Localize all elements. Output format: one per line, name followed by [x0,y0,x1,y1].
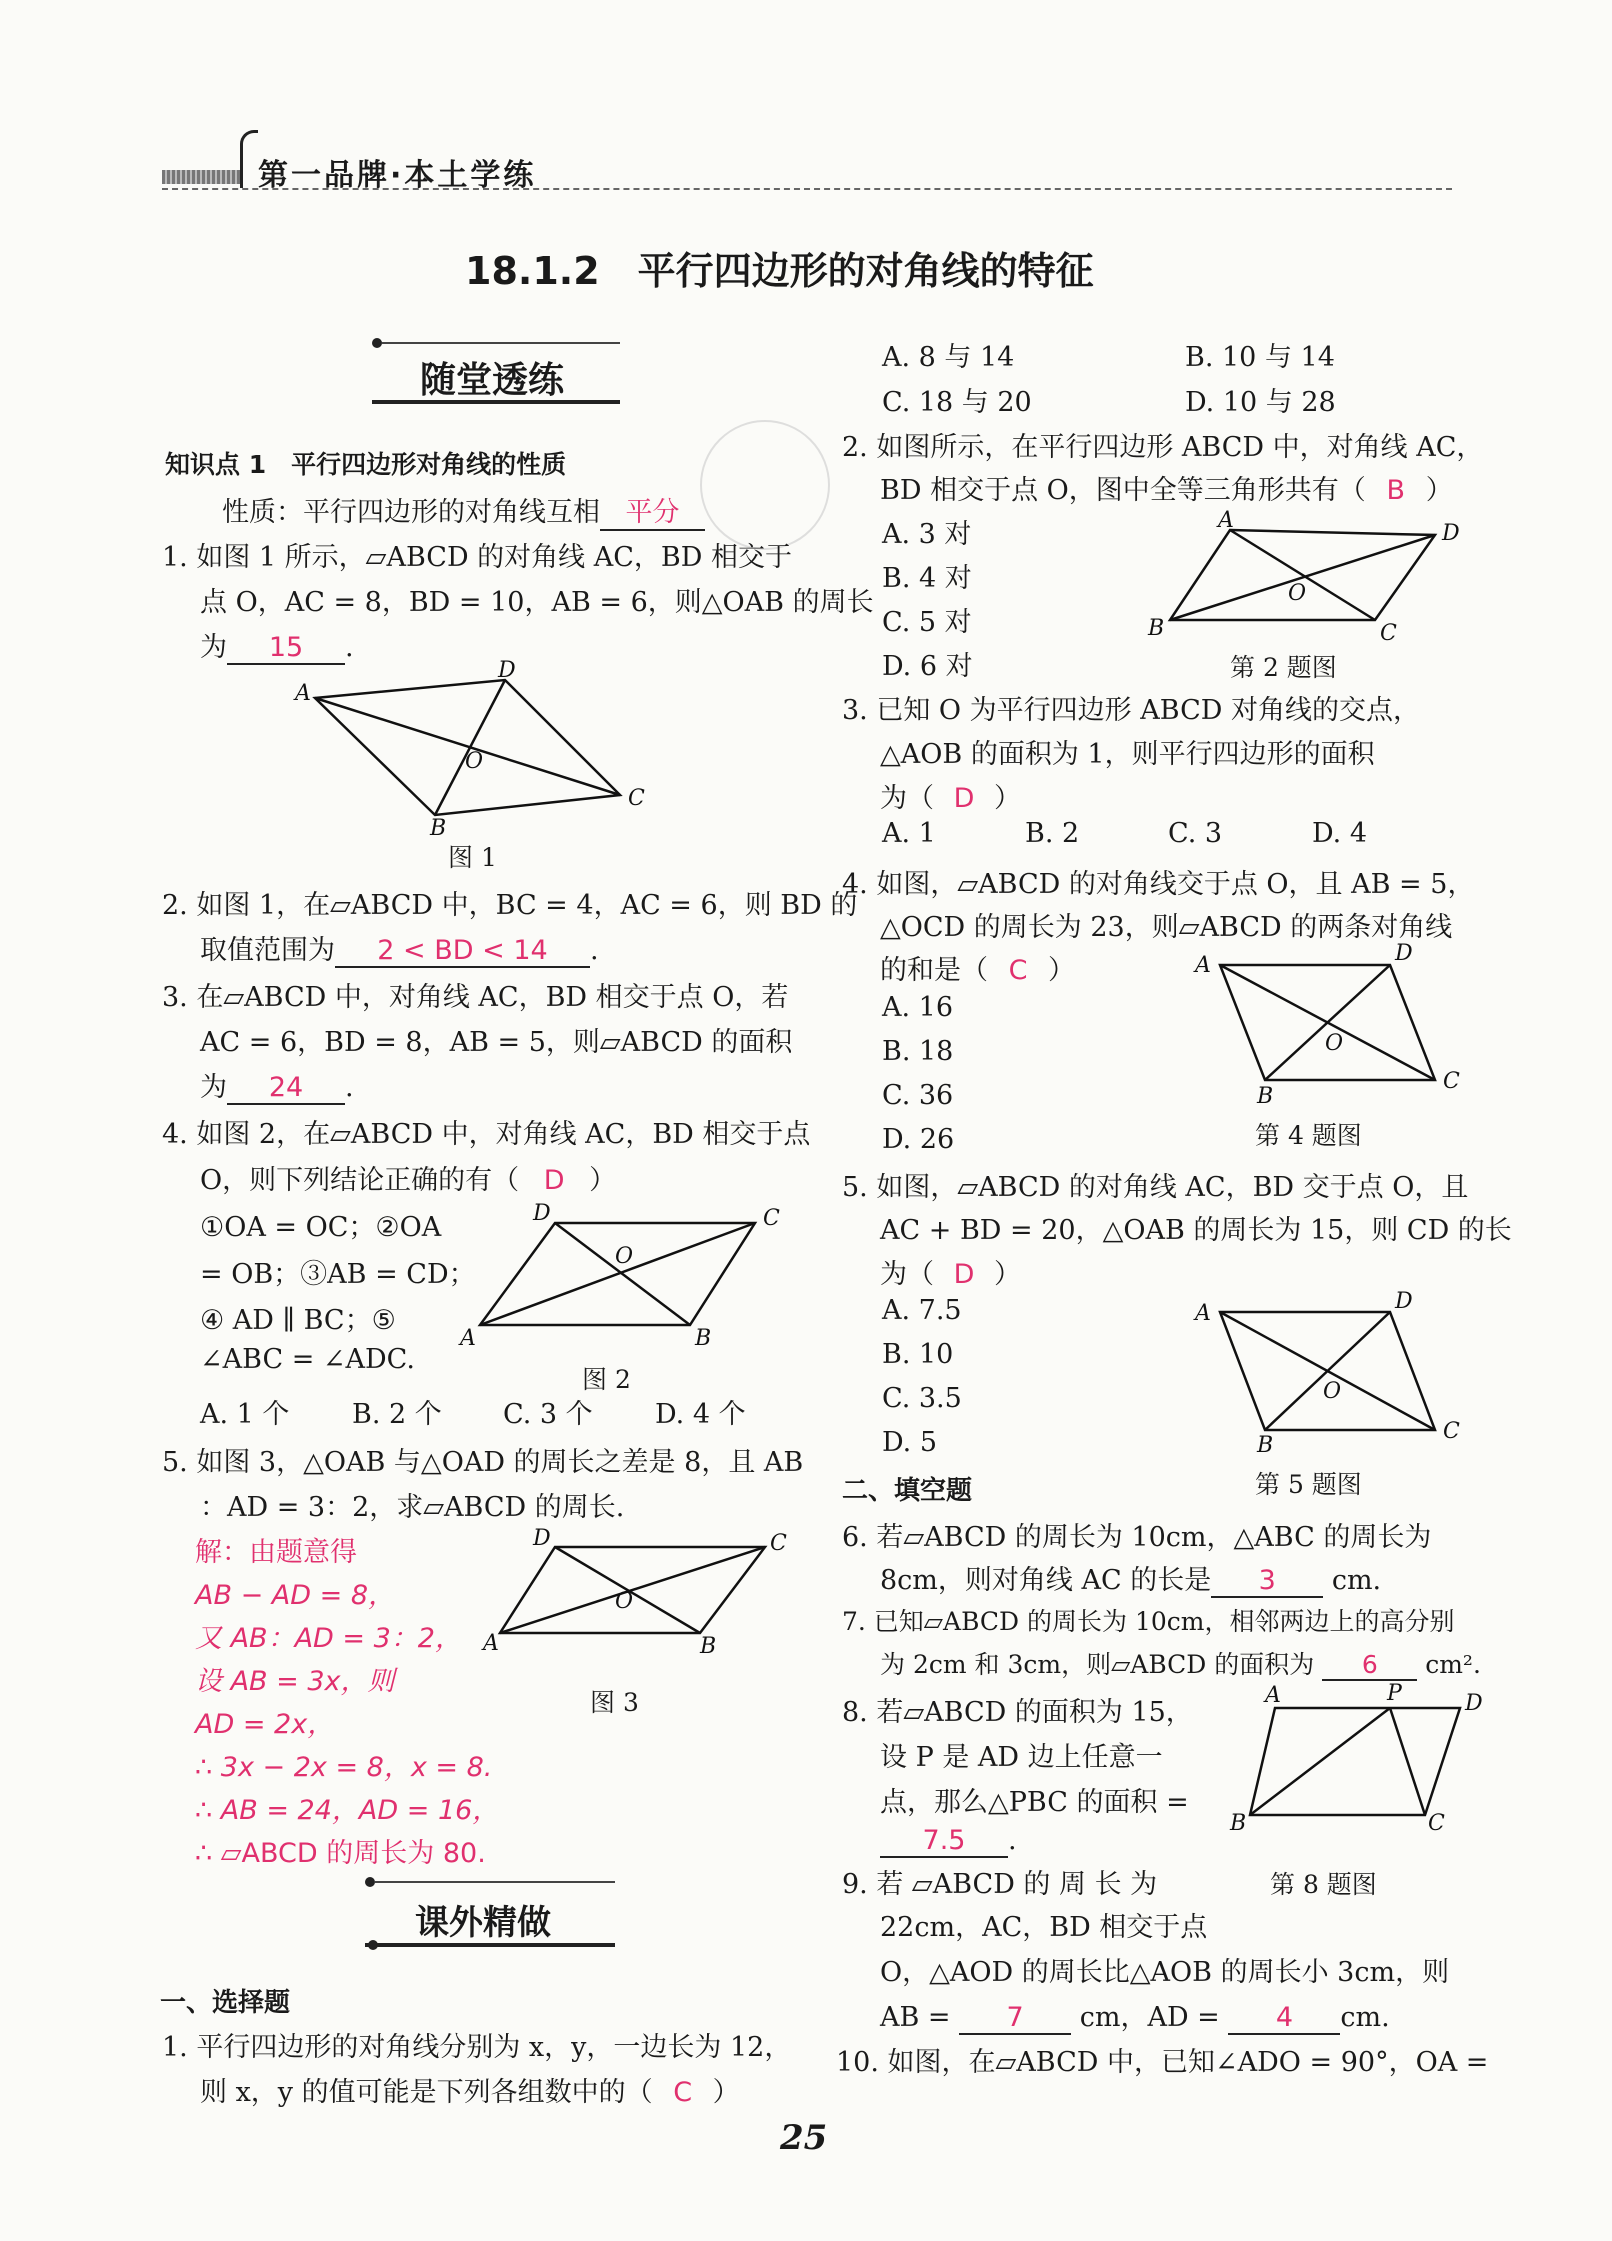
q5-sol-7: ∴ AB = 24，AD = 16， [195,1795,500,1826]
svg-text:C: C [1443,1419,1460,1444]
q2-line2: 取值范围为 2 < BD < 14 . [200,935,599,966]
f8-line3: 点，那么△PBC 的面积 = [880,1787,1189,1818]
q2-answer: 2 < BD < 14 [335,935,590,968]
q5-sol-1: 解：由题意得 [195,1537,357,1568]
svg-text:D: D [533,1526,551,1551]
kp1-property [222,490,705,531]
q4-item2: = OB；③AB = CD； [200,1259,476,1290]
c4-answer: C [1008,955,1028,986]
svg-text:A: A [295,681,311,706]
c1-opt-c: C. 18 与 20 [882,387,1032,418]
f6-unit: cm. [1331,1565,1382,1596]
figure-1-caption: 图 1 [448,843,497,872]
c5-answer: D [953,1259,975,1290]
section-dot [372,338,382,348]
q5-sol-3: 又 AB：AD = 3：2， [195,1623,462,1654]
figure-c2 [1140,505,1470,645]
c3-answer: D [953,783,975,814]
c2-opt-c: C. 5 对 [882,607,972,638]
q4-opt-b: B. 2 个 [352,1399,442,1430]
figure-c4 [1185,940,1475,1110]
svg-text:B: B [1148,616,1165,641]
header-decoration [162,170,242,184]
svg-text:D: D [1442,521,1460,546]
svg-text:A: A [1195,1301,1211,1326]
figure-f8-caption: 第 8 题图 [1270,1870,1377,1899]
f9-line4 [880,1995,1390,2035]
c3-prefix: 为（ [880,783,934,814]
q2-line1: 2. 如图 1，在▱ABCD 中，BC = 4，AC = 6，则 BD 的 [162,890,858,921]
q1-prefix: 为 [200,632,227,663]
q3-line3: 为 24 . [200,1072,354,1103]
q4-close: ） [589,1165,617,1196]
q4-opt-c: C. 3 个 [503,1399,593,1430]
svg-text:C: C [1428,1811,1445,1836]
f9-line2: 22cm，AC，BD 相交于点 [880,1912,1208,1943]
c5-opt-d: D. 5 [882,1427,938,1458]
page-title: 18.1.2 平行四边形的对角线的特征 [465,249,1094,293]
svg-text:P: P [1387,1681,1402,1706]
svg-text:A: A [460,1326,476,1351]
svg-text:O: O [1325,1031,1344,1056]
svg-text:C: C [763,1206,780,1231]
f7-line2 [880,1645,1481,1681]
svg-text:B: B [1230,1811,1247,1836]
svg-text:C: C [1443,1069,1460,1094]
q4-line2 [200,1158,616,1197]
kp1-answer: 平分 [600,490,705,531]
kp1-label: 知识点 1 平行四边形对角线的性质 [165,450,567,479]
f6-line2 [880,1558,1381,1598]
c1-opt-a: A. 8 与 14 [882,342,1015,373]
q4-item4: ∠ABC = ∠ADC. [200,1344,415,1375]
svg-text:O: O [1288,581,1307,606]
c4-line2: △OCD 的周长为 23，则▱ABCD 的两条对角线 [880,912,1453,943]
q1-line2: 点 O，AC = 8，BD = 10，AB = 6，则△OAB 的周长 [200,587,874,618]
q4-item3: ④ AD ∥ BC；⑤ [200,1305,396,1336]
f9-answer-ad: 4 [1228,2002,1340,2035]
f9-line1: 9. 若 ▱ABCD 的 周 长 为 [842,1869,1158,1900]
c2-close: ） [1425,475,1453,506]
svg-text:C: C [770,1531,787,1556]
f7-prefix: 为 2cm 和 3cm，则▱ABCD 的面积为 [880,1650,1315,1679]
c2-opt-a: A. 3 对 [882,519,972,550]
q5-line2: ：AD = 3：2，求▱ABCD 的周长. [200,1492,625,1523]
q3-line2: AC = 6，BD = 8，AB = 5，则▱ABCD 的面积 [200,1027,793,1058]
svg-text:B: B [430,816,447,841]
q5-sol-5: AD = 2x， [195,1709,335,1740]
c4-line3 [880,948,1075,987]
f7-answer: 6 [1322,1650,1417,1681]
c4-opt-c: C. 36 [882,1080,954,1111]
section-underline-2 [365,1943,615,1947]
c5-opt-b: B. 10 [882,1339,954,1370]
svg-text:A: A [1265,1683,1281,1708]
c1-answer: C [673,2077,693,2108]
watermark-stamp [700,420,830,550]
c2-opt-b: B. 4 对 [882,563,972,594]
figure-3-caption: 图 3 [590,1688,639,1717]
section-dot-3 [368,1940,378,1950]
f9-ab-label: AB = [880,2002,951,2033]
c5-prefix: 为（ [880,1259,934,1290]
c5-opt-c: C. 3.5 [882,1383,962,1414]
f9-answer-ab: 7 [959,2002,1071,2035]
c4-opt-b: B. 18 [882,1036,954,1067]
q4-prefix: O，则下列结论正确的有（ [200,1165,520,1196]
c2-line1: 2. 如图所示，在平行四边形 ABCD 中，对角线 AC， [842,432,1484,463]
c5-line1: 5. 如图，▱ABCD 的对角线 AC，BD 交于点 O，且 [842,1172,1469,1203]
f6-prefix: 8cm，则对角线 AC 的长是 [880,1565,1212,1596]
q1-line1: 1. 如图 1 所示，▱ABCD 的对角线 AC，BD 相交于 [162,542,792,573]
svg-text:B: B [1257,1433,1274,1458]
c2-opt-d: D. 6 对 [882,651,973,682]
c2-line2 [880,468,1453,507]
f7-unit: cm². [1425,1650,1481,1679]
c1-prefix: 则 x，y 的值可能是下列各组数中的（ [200,2077,653,2108]
svg-text:B: B [1257,1084,1274,1109]
q1-line3: 为 15 . [200,632,354,663]
f8-line2: 设 P 是 AD 边上任意一 [880,1742,1163,1773]
q4-line1: 4. 如图 2，在▱ABCD 中，对角线 AC，BD 相交于点 [162,1119,811,1150]
header-brand: 第一品牌·本土学练 [258,158,537,193]
q4-answer: D [543,1165,565,1196]
svg-text:O: O [1323,1379,1342,1404]
c2-answer: B [1386,475,1406,506]
q3-line1: 3. 在▱ABCD 中，对角线 AC，BD 相交于点 O，若 [162,982,789,1013]
c2-prefix: BD 相交于点 O，图中全等三角形共有（ [880,475,1366,506]
figure-f8 [1215,1680,1483,1836]
c3-opt-d: D. 4 [1312,818,1368,849]
c3-opt-c: C. 3 [1168,818,1223,849]
svg-text:D: D [1395,1289,1413,1314]
q2-prefix: 取值范围为 [200,935,335,966]
f9-line3: O，△AOD 的周长比△AOB 的周长小 3cm，则 [880,1957,1450,1988]
section-heading-2: 课外精做 [415,1903,551,1943]
f9-unit: cm. [1340,2002,1390,2033]
header-rule [162,188,1452,190]
q5-sol-4: 设 AB = 3x，则 [195,1666,395,1697]
svg-text:O: O [615,1244,634,1269]
page-number: 25 [780,2118,828,2158]
c5-close: ） [994,1259,1021,1290]
f8-line1: 8. 若▱ABCD 的面积为 15， [842,1697,1193,1728]
section-dot-2 [365,1877,375,1887]
q1-answer: 15 [227,632,345,665]
f6-line1: 6. 若▱ABCD 的周长为 10cm，△ABC 的周长为 [842,1522,1432,1553]
f7-line1: 7. 已知▱ABCD 的周长为 10cm，相邻两边上的高分别 [842,1607,1455,1636]
q5-sol-6: ∴ 3x − 2x = 8，x = 8. [195,1752,493,1783]
fill-title: 二、填空题 [842,1476,973,1506]
figure-2-caption: 图 2 [582,1365,631,1394]
q5-line1: 5. 如图 3，△OAB 与△OAD 的周长之差是 8，且 AB [162,1447,804,1478]
q4-item1: ①OA = OC；②OA [200,1212,442,1243]
kp1-property-text: 性质：平行四边形的对角线互相 [222,497,600,528]
c1-opt-d: D. 10 与 28 [1185,387,1336,418]
svg-text:A: A [1195,953,1211,978]
f8-line4: 7.5 . [880,1825,1017,1858]
svg-text:A: A [1218,508,1234,533]
q3-answer: 24 [227,1072,345,1105]
svg-text:D: D [1465,1691,1483,1716]
figure-c5 [1185,1290,1475,1460]
c5-opt-a: A. 7.5 [882,1295,962,1326]
svg-text:A: A [483,1631,499,1656]
svg-text:B: B [700,1634,717,1659]
svg-text:C: C [628,786,645,811]
section-underline [372,400,620,404]
c1-close: ） [712,2077,740,2108]
f10-line1: 10. 如图，在▱ABCD 中，已知∠ADO = 90°，OA = [836,2047,1489,2078]
c4-line1: 4. 如图，▱ABCD 的对角线交于点 O，且 AB = 5， [842,869,1475,900]
figure-c2-caption: 第 2 题图 [1230,653,1337,682]
choice-title: 一、选择题 [160,1988,291,2018]
c3-line2: △AOB 的面积为 1，则平行四边形的面积 [880,739,1375,770]
q5-sol-8: ∴ ▱ABCD 的周长为 80. [195,1838,486,1869]
c4-opt-d: D. 26 [882,1124,955,1155]
q3-prefix: 为 [200,1072,227,1103]
c3-opt-a: A. 1 [882,818,936,849]
c4-prefix: 的和是（ [880,955,988,986]
section-topline [382,342,620,344]
f6-answer: 3 [1211,1565,1323,1598]
svg-text:O: O [615,1589,634,1614]
q5-sol-2: AB − AD = 8， [195,1580,396,1611]
c3-close: ） [994,783,1021,814]
c1-line1: 1. 平行四边形的对角线分别为 x，y，一边长为 12， [162,2032,792,2063]
figure-1 [290,658,670,841]
c5-line3 [880,1252,1021,1291]
svg-text:D: D [498,658,516,683]
c3-opt-b: B. 2 [1025,818,1080,849]
svg-text:B: B [695,1326,712,1351]
c5-line2: AC + BD = 20，△OAB 的周长为 15，则 CD 的长 [880,1215,1512,1246]
svg-text:D: D [1395,941,1413,966]
header-bracket [240,130,258,188]
c1-line2 [200,2070,740,2109]
c4-close: ） [1048,955,1075,986]
c4-opt-a: A. 16 [882,992,954,1023]
figure-3 [475,1525,795,1675]
section-heading-1: 随堂透练 [420,360,565,401]
q4-opt-d: D. 4 个 [655,1399,746,1430]
figure-c5-caption: 第 5 题图 [1255,1470,1362,1499]
c3-line3 [880,776,1021,815]
section-topline-2 [375,1881,615,1883]
figure-2 [455,1195,800,1365]
c1-opt-b: B. 10 与 14 [1185,342,1335,373]
figure-c4-caption: 第 4 题图 [1255,1121,1362,1150]
f9-ad-label: cm，AD = [1079,2002,1220,2033]
f8-answer: 7.5 [880,1825,1008,1858]
svg-text:O: O [465,749,484,774]
svg-text:D: D [533,1201,551,1226]
svg-text:C: C [1380,621,1397,646]
q4-opt-a: A. 1 个 [200,1399,290,1430]
c3-line1: 3. 已知 O 为平行四边形 ABCD 对角线的交点， [842,695,1420,726]
